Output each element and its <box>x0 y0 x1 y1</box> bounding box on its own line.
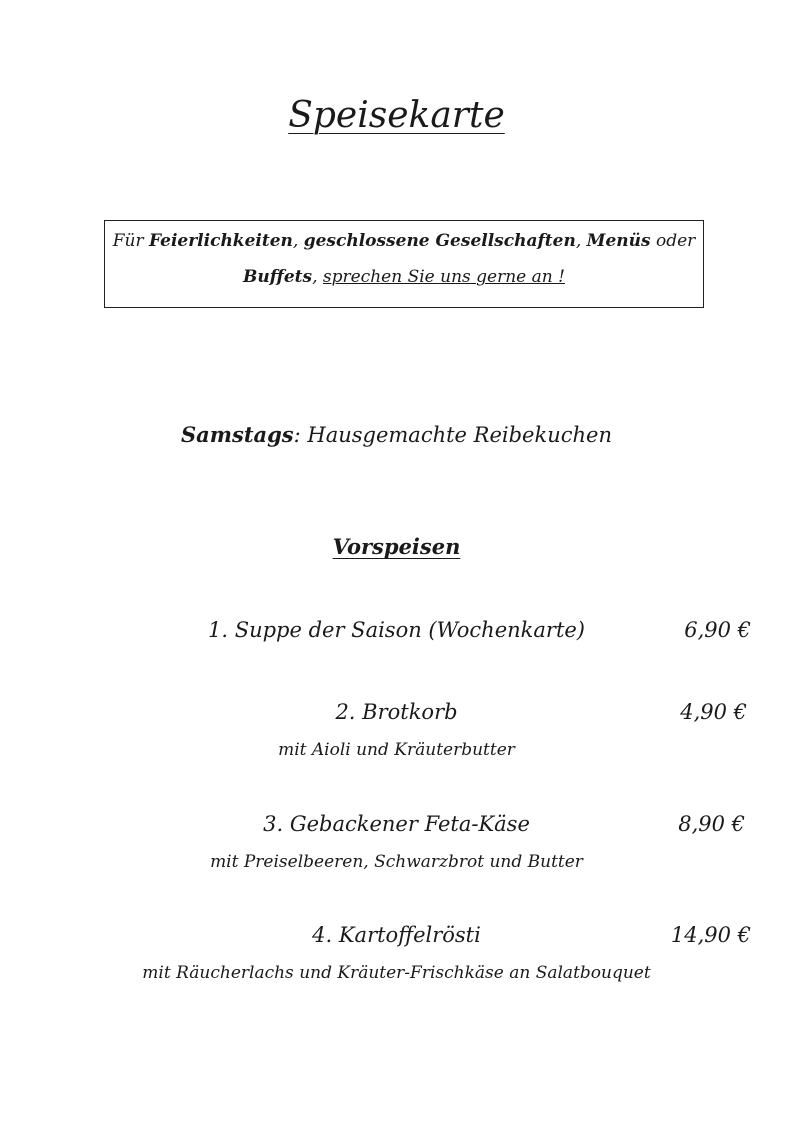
menu-item-description: mit Preiselbeeren, Schwarzbrot und Butter <box>210 852 583 872</box>
notice-gesellschaften: geschlossene Gesellschaften <box>303 231 576 251</box>
notice-menues: Menüs <box>586 231 651 251</box>
menu-item-price: 6,90 € <box>684 618 751 642</box>
menu-item-description: mit Räucherlachs und Kräuter-Frischkäse an Salatbouquet <box>142 963 651 983</box>
menu-item-price: 14,90 € <box>670 923 751 947</box>
notice-buffets: Buffets <box>243 267 313 287</box>
notice-separator: , <box>575 231 587 251</box>
saturday-special <box>0 420 793 450</box>
menu-item-price: 8,90 € <box>678 812 745 836</box>
menu-item-name: 3. Gebackener Feta-Käse <box>263 812 530 836</box>
notice-prefix: Für <box>112 231 149 251</box>
event-notice-box <box>104 220 704 308</box>
section-title-vorspeisen: Vorspeisen <box>332 534 461 559</box>
saturday-text: : Hausgemachte Reibekuchen <box>293 423 612 447</box>
notice-separator: , <box>292 231 304 251</box>
page-title: Speisekarte <box>288 95 505 136</box>
menu-item-description: mit Aioli und Kräuterbutter <box>278 740 515 760</box>
menu-item-name: 1. Suppe der Saison (Wochenkarte) <box>207 618 585 642</box>
menu-item-name: 4. Kartoffelrösti <box>312 923 481 947</box>
menu-item-name: 2. Brotkorb <box>335 700 458 724</box>
notice-separator: , <box>312 267 323 287</box>
menu-item-price: 4,90 € <box>680 700 747 724</box>
saturday-label: Samstags <box>181 422 294 447</box>
notice-feierlichkeiten: Feierlichkeiten <box>148 231 293 251</box>
notice-line-1 <box>105 223 703 259</box>
notice-line-2 <box>105 259 703 295</box>
contact-link[interactable]: sprechen Sie uns gerne an ! <box>322 267 565 287</box>
notice-oder: oder <box>650 231 696 251</box>
